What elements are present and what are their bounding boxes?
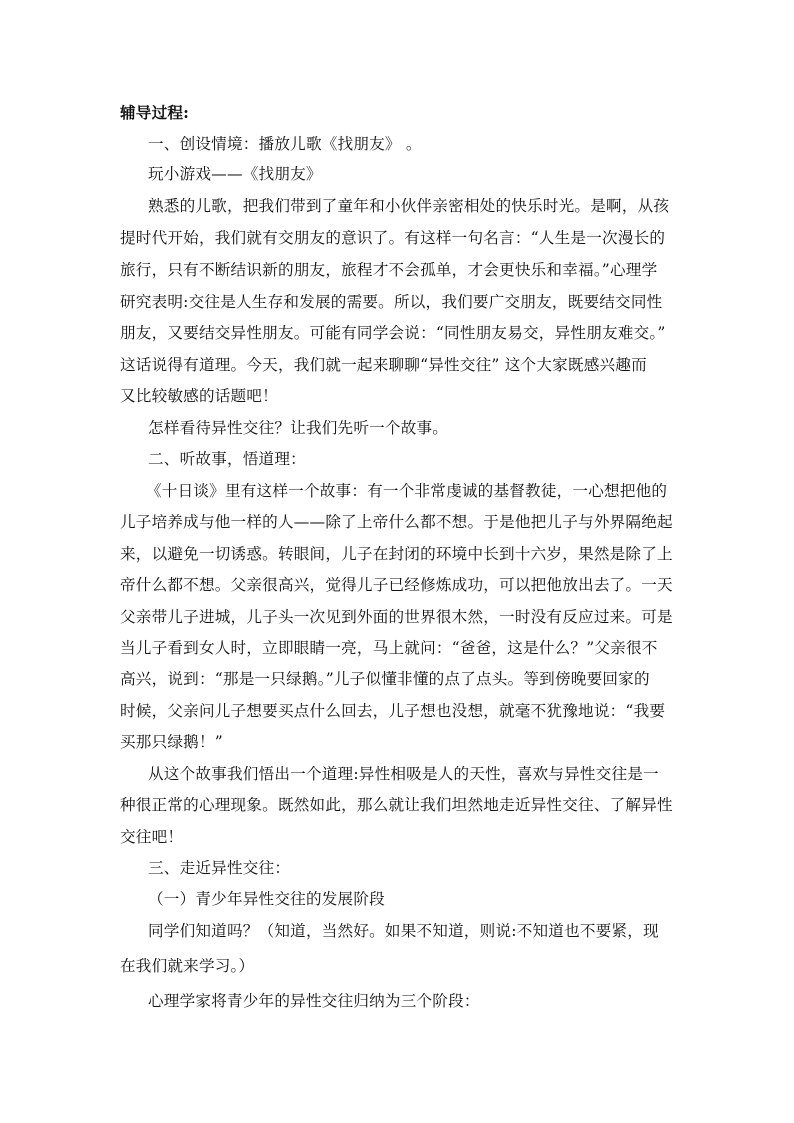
paragraph-line: 玩小游戏——《找朋友》 <box>148 165 322 183</box>
paragraph-line: 这话说得有道理。今天，我们就一起来聊聊“异性交往” 这个大家既感兴趣而 <box>120 356 647 374</box>
paragraph-line: 来，以避免一切诱惑。转眼间，儿子在封闭的环境中长到十六岁，果然是除了上 <box>120 545 673 563</box>
paragraph-line: 交往吧！ <box>120 828 184 846</box>
paragraph-line: 心理学家将青少年的异性交往归纳为三个阶段： <box>148 992 480 1010</box>
paragraph-line: 在我们就来学习。） <box>120 957 255 975</box>
subsection-heading: 二、听故事，悟道理： <box>148 450 306 468</box>
paragraph-line: 提时代开始，我们就有交朋友的意识了。有这样一句名言：“人生是一次漫长的 <box>120 229 666 247</box>
paragraph-line: 旅行，只有不断结识新的朋友，旅程才不会孤单，才会更快乐和幸福。”心理学 <box>120 261 658 279</box>
paragraph-line: 种很正常的心理现象。既然如此，那么就让我们坦然地走近异性交往、了解异性 <box>120 796 673 814</box>
section-heading: 辅导过程: <box>120 103 190 122</box>
paragraph-line: 当儿子看到女人时，立即眼睛一亮，马上就问：“爸爸，这是什么？”父亲很不 <box>120 639 658 657</box>
paragraph-line: 又比较敏感的话题吧！ <box>120 387 278 405</box>
paragraph-line: 《十日谈》里有这样一个故事：有一个非常虔诚的基督教徒，一心想把他的 <box>146 482 668 500</box>
paragraph-line: 买那只绿鹅！” <box>120 733 223 751</box>
paragraph-line: 同学们知道吗？（知道，当然好。如果不知道，则说:不知道也不要紧，现 <box>148 922 659 940</box>
paragraph-line: 时候，父亲问儿子想要买点什么回去，儿子想也没想，就毫不犹豫地说：“我要 <box>120 702 666 720</box>
paragraph-line: 怎样看待异性交往？让我们先听一个故事。 <box>148 419 449 437</box>
paragraph-line: 儿子培养成与他一样的人——除了上帝什么都不想。于是他把儿子与外界隔绝起 <box>120 513 673 531</box>
paragraph-line: 熟悉的儿歌，把我们带到了童年和小伙伴亲密相处的快乐时光。是啊，从孩 <box>148 197 670 215</box>
paragraph-line: 帝什么都不想。父亲很高兴，觉得儿子已经修炼成功，可以把他放出去了。一天 <box>120 576 673 594</box>
paragraph-line: 从这个故事我们悟出一个道理:异性相吸是人的天性，喜欢与异性交往是一 <box>148 765 659 783</box>
paragraph-line: 朋友，又要结交异性朋友。可能有同学会说：“同性朋友易交，异性朋友难交。” <box>120 324 666 342</box>
paragraph-line: 父亲带儿子进城，儿子头一次见到外面的世界很木然，一时没有反应过来。可是 <box>120 608 673 626</box>
subsection-heading: 三、走近异性交往： <box>148 859 291 877</box>
paragraph-line: 高兴，说到：“那是一只绿鹅。”儿子似懂非懂的点了点头。等到傍晚要回家的 <box>120 670 650 688</box>
paragraph-line: 一、创设情境：播放儿歌《找朋友》 。 <box>148 135 422 153</box>
paragraph-line: 研究表明:交往是人生存和发展的需要。所以，我们要广交朋友，既要结交同性 <box>120 293 663 311</box>
subsection-heading: （一）青少年异性交往的发展阶段 <box>148 890 385 908</box>
